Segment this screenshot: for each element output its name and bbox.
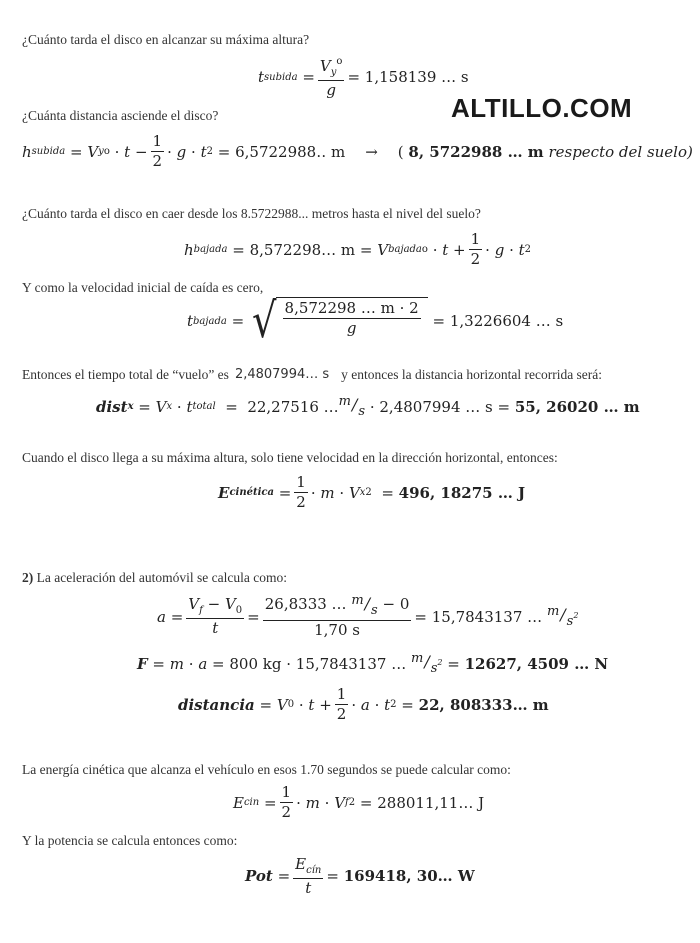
equation-force: F = m · a = 800 kg · 15,7843137 … $m/s^2$ = 12627, 4509 … N [137,651,609,676]
equation-distance-x: dist x = V x · t total = 22,27516 … m/s · 2,4807994 … s = 55, 26020 … m [96,394,640,419]
question-car-acceleration: 2) La aceleración del automóvil se calcula como: [22,570,288,585]
question-height-ascended: ¿Cuánta distancia asciende el disco? [22,108,219,123]
equation-h-bajada: h bajada = 8,572298… m = V bajada o · t + $\frac{1}{2}$ · g · t 2 [184,230,532,269]
equation-kinetic-energy-car: E cin = $\frac{1}{2}$ · m · V f 2 = 288011,11… J [233,783,485,822]
equation-power: Pot = $\frac{E_{cín}}{t}$ = 169418, 30… W [245,855,475,897]
equation-distance-car: distancia = V 0 · t + $\frac{1}{2}$ · a · t 2 = 22, 808333… m [178,685,549,724]
equation-t-bajada: t bajada = √ $\frac{8,572298 \dots m \cdot 2}{g}$ = 1,3226604 … s [187,293,564,349]
statement-max-height-velocity: Cuando el disco llega a su máxima altura, solo tiene velocidad en la dirección horizontal, entonces: [22,450,558,465]
equation-kinetic-energy-disc: E cinética = $\frac{1}{2}$ · m · V x 2 = 496, 18275 … J [218,473,526,512]
altillo-logo: ALTILLO.COM [451,93,633,123]
equation-acceleration: a = $\frac{V_f - V_0}{t}$ = $\frac{26,8333 \dots m/s - 0}{1,70 s}$ = 15,7843137 … $m/s^2$ [157,593,579,639]
question-time-to-max-height: ¿Cuánto tarda el disco en alcanzar su máxima altura? [22,32,310,47]
equation-t-subida: t subida = $\frac{V_y^o}{g}$ = 1,158139 … s [258,56,469,99]
statement-total-flight-time: Entonces el tiempo total de “vuelo” es 2,4807994… s y entonces la distancia horizontal recorrida será: [22,367,603,382]
question-fall-time: ¿Cuánto tarda el disco en caer desde los 8.5722988... metros hasta el nivel del suelo? [22,206,481,221]
statement-initial-velocity-zero: Y como la velocidad inicial de caída es cero, [22,280,264,295]
arrow-symbol: → [365,142,378,161]
statement-car-kinetic-energy: La energía cinética que alcanza el vehículo en esos 1.70 segundos se puede calcular como: [22,762,511,777]
statement-power: Y la potencia se calcula entonces como: [22,833,238,848]
equation-h-subida: h subida = V y o · t − $\frac{1}{2}$ · g · t 2 = 6,5722988‥ m → ( 8, 5722988 … m respecto del suelo) [22,132,693,171]
